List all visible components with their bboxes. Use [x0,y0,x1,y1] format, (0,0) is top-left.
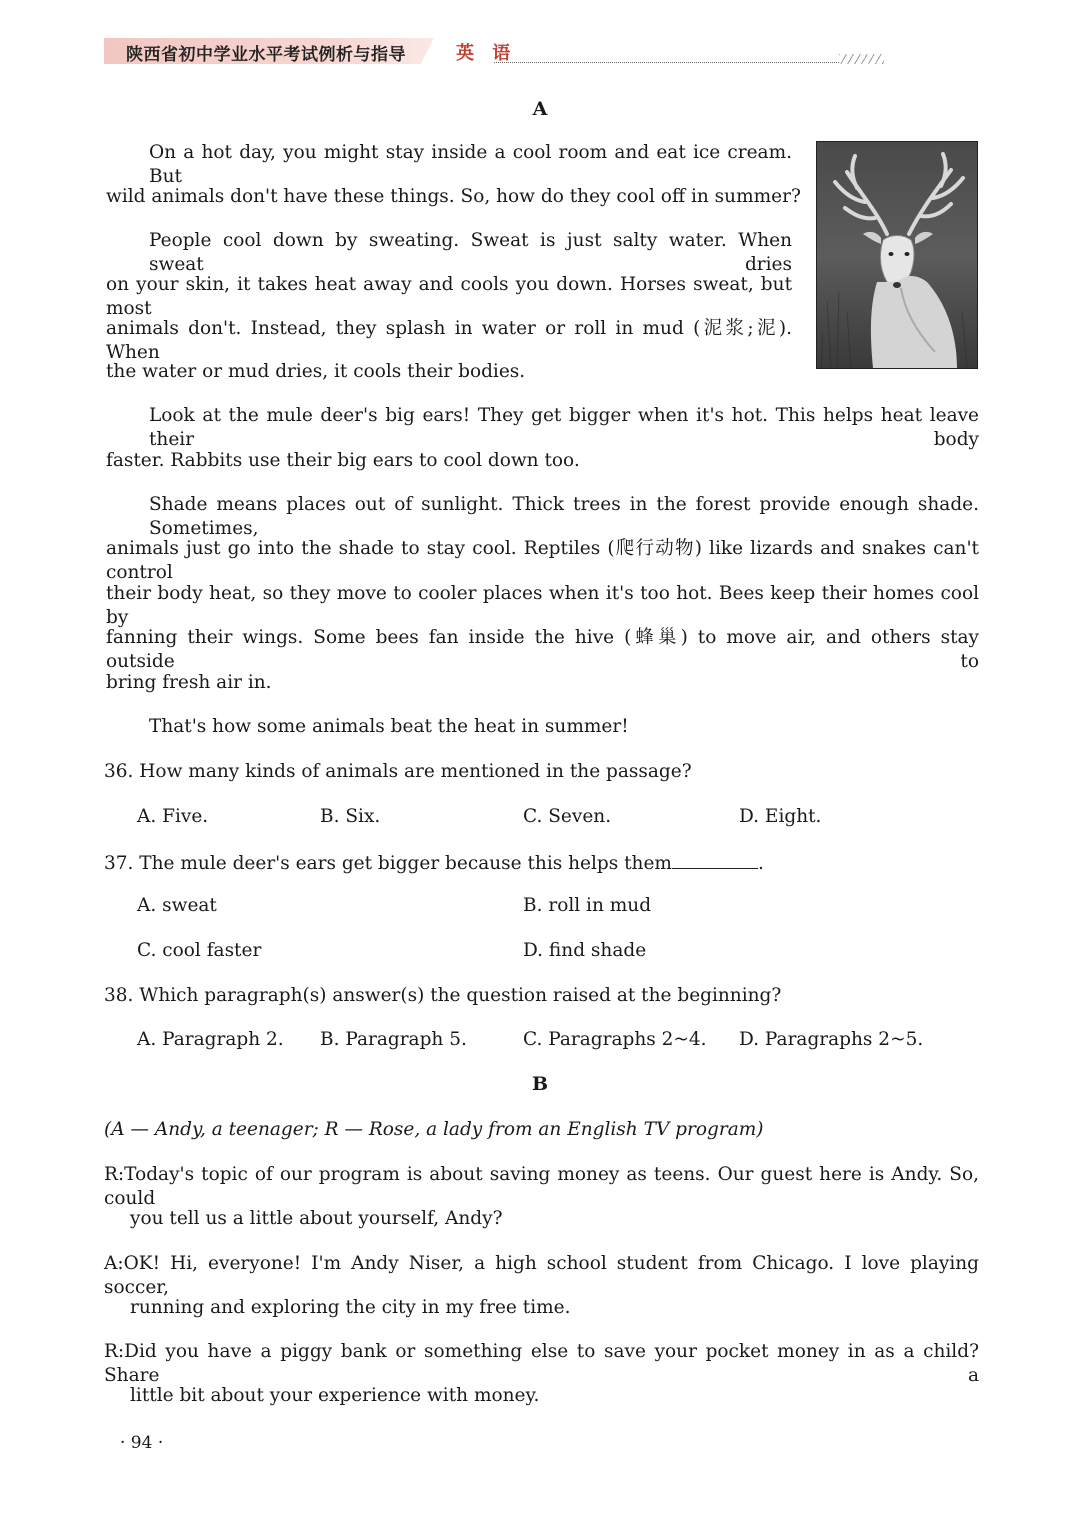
header-rule [494,62,839,63]
q37-option-c: C. cool faster [137,940,262,961]
passage-line: That's how some animals beat the heat in summer! [149,716,629,737]
q38-option-c: C. Paragraphs 2~4. [523,1029,707,1050]
q36-option-b: B. Six. [320,806,381,827]
q38-option-a: A. Paragraph 2. [137,1029,284,1050]
page-number: · 94 · [120,1433,164,1453]
passage-line: faster. Rabbits use their big ears to cool down too. [106,450,580,471]
q38-option-b: B. Paragraph 5. [320,1029,467,1050]
q36-option-c: C. Seven. [523,806,612,827]
passage-line: Shade means places out of sunlight. Thick trees in the forest provide enough shade. Sometimes, [149,494,979,539]
q38-option-d: D. Paragraphs 2~5. [739,1029,924,1050]
section-b-title: B [531,1073,549,1095]
q37-option-b: B. roll in mud [523,895,652,916]
passage-line: wild animals don't have these things. So, how do they cool off in summer? [106,186,801,207]
dialogue-line: R:Today's topic of our program is about saving money as teens. Our guest here is Andy. So, could [104,1164,979,1209]
dialogue-line: A:OK! Hi, everyone! I'm Andy Niser, a high school student from Chicago. I love playing soccer, [104,1253,979,1298]
question-36-stem: 36. How many kinds of animals are mentioned in the passage? [104,761,692,782]
q36-option-a: A. Five. [137,806,209,827]
running-header [104,38,884,68]
book-title: 陕西省初中学业水平考试例析与指导 [126,45,406,65]
dialogue-intro: (A — Andy, a teenager; R — Rose, a lady from an English TV program) [104,1119,764,1140]
question-38-stem: 38. Which paragraph(s) answer(s) the question raised at the beginning? [104,985,782,1006]
passage-line: People cool down by sweating. Sweat is just salty water. When sweat dries [149,230,792,275]
q37-option-d: D. find shade [523,940,647,961]
q36-option-d: D. Eight. [739,806,822,827]
dialogue-line: R:Did you have a piggy bank or something else to save your pocket money in as a child? Share a [104,1341,979,1386]
subject-label: 英 语 [456,43,517,64]
dialogue-line: you tell us a little about yourself, Andy? [130,1208,503,1229]
passage-line: the water or mud dries, it cools their bodies. [106,361,526,382]
dialogue-line: running and exploring the city in my free time. [130,1297,571,1318]
passage-line: animals don't. Instead, they splash in water or roll in mud (泥浆;泥). When [106,318,792,363]
passage-line: Look at the mule deer's big ears! They get bigger when it's hot. This helps heat leave their body [149,405,979,450]
q37-option-a: A. sweat [137,895,217,916]
header-hatch [839,54,884,64]
passage-line: bring fresh air in. [106,672,272,693]
answer-blank [672,850,758,869]
passage-line: fanning their wings. Some bees fan inside the hive (蜂巢) to move air, and others stay outside to [106,627,979,672]
passage-line: their body heat, so they move to cooler places when it's too hot. Bees keep their homes cool by [106,583,979,628]
section-a-title: A [532,98,548,120]
q37-stem-text: 37. The mule deer's ears get bigger because this helps them [104,853,672,874]
passage-line: animals just go into the shade to stay cool. Reptiles (爬行动物) like lizards and snakes can't control [106,538,979,583]
passage-line: on your skin, it takes heat away and cools you down. Horses sweat, but most [106,274,792,319]
passage-line: On a hot day, you might stay inside a cool room and eat ice cream. But [149,142,792,187]
q37-stem-end: . [757,853,764,874]
dialogue-line: little bit about your experience with money. [130,1385,540,1406]
deer-illustration [816,141,978,369]
question-37-stem [104,850,764,876]
